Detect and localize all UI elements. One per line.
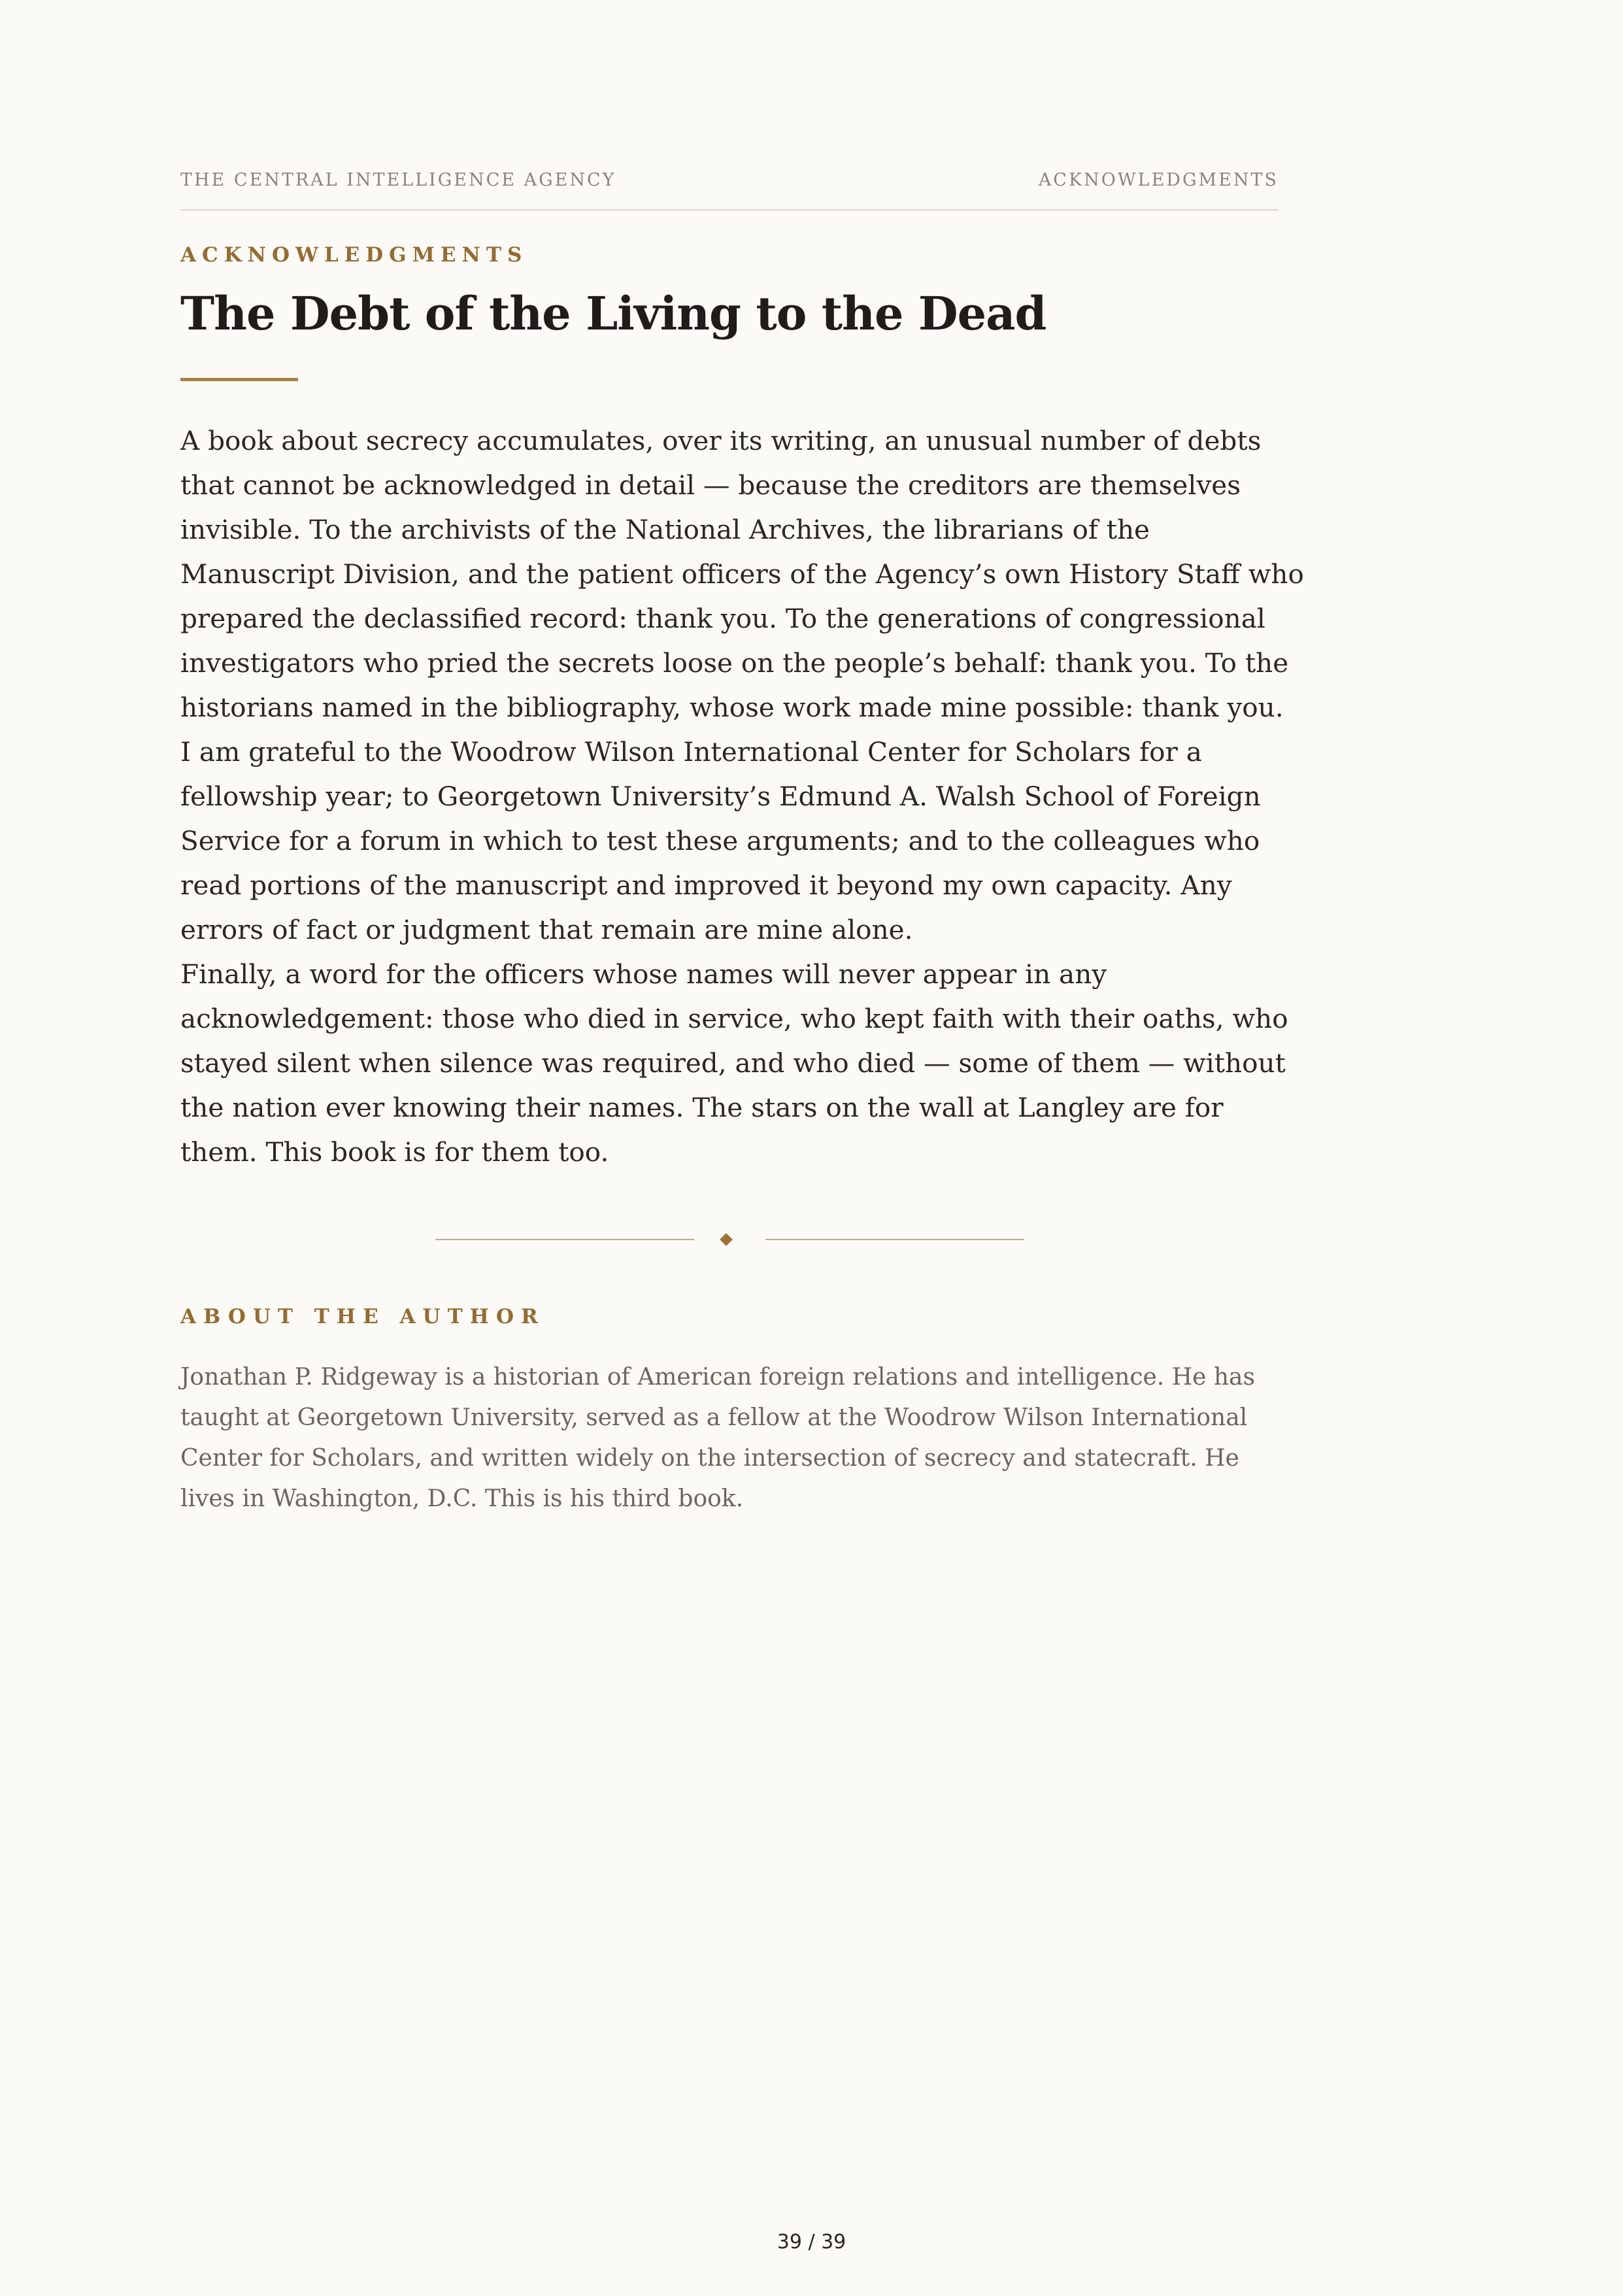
section-kicker: ACKNOWLEDGMENTS (180, 243, 528, 267)
running-head-section-title: ACKNOWLEDGMENTS (1038, 170, 1279, 190)
running-head (180, 170, 1279, 190)
chapter-title: The Debt of the Living to the Dead (180, 286, 1046, 341)
acknowledgments-body (180, 418, 1305, 1174)
title-underline (180, 378, 298, 381)
ornament-line-right (765, 1239, 1024, 1240)
body-paragraph: Finally, a word for the officers whose names will never appear in any acknowledgement: those who died in service, who kept faith with their oaths, who stayed silent when silence was required, and who died — some of them — without the nation ever knowing their names. The stars on the wall at Langley are for them. This book is for them too. (180, 958, 1288, 1168)
ornament-line-left (435, 1239, 694, 1240)
about-author-text: Jonathan P. Ridgeway is a historian of American foreign relations and intelligence. He has taught at Georgetown University, served as a fellow at the Woodrow Wilson International Center for Scholars, and written widely on the intersection of secrecy and statecraft. He lives in Washington, D.C. This is his third book. (180, 1364, 1255, 1512)
running-head-divider (180, 209, 1279, 211)
body-paragraph: A book about secrecy accumulates, over its writing, an unusual number of debts that cannot be acknowledged in detail — because the creditors are themselves invisible. To the archivists of the National Archives, the librarians of the Manuscript Division, and the patient officers of the Agency’s own History Staff who prepared the declassified record: thank you. To the generations of congressional investigators who pried the secrets loose on the people’s behalf: thank you. To the historians named in the bibliography, whose work made mine possible: thank you. (180, 425, 1304, 723)
body-paragraph: I am grateful to the Woodrow Wilson International Center for Scholars for a fellowship year; to Georgetown University’s Edmund A. Walsh School of Foreign Service for a forum in which to test these arguments; and to the colleagues who read portions of the manuscript and improved it beyond my own capacity. Any errors of fact or judgment that remain are mine alone. (180, 736, 1261, 945)
running-head-book-title: THE CENTRAL INTELLIGENCE AGENCY (180, 170, 616, 190)
section-divider-ornament (180, 1229, 1279, 1249)
diamond-icon (720, 1233, 733, 1246)
about-author-heading: ABOUT THE AUTHOR (180, 1305, 545, 1328)
page-number: 39 / 39 (777, 2231, 846, 2254)
